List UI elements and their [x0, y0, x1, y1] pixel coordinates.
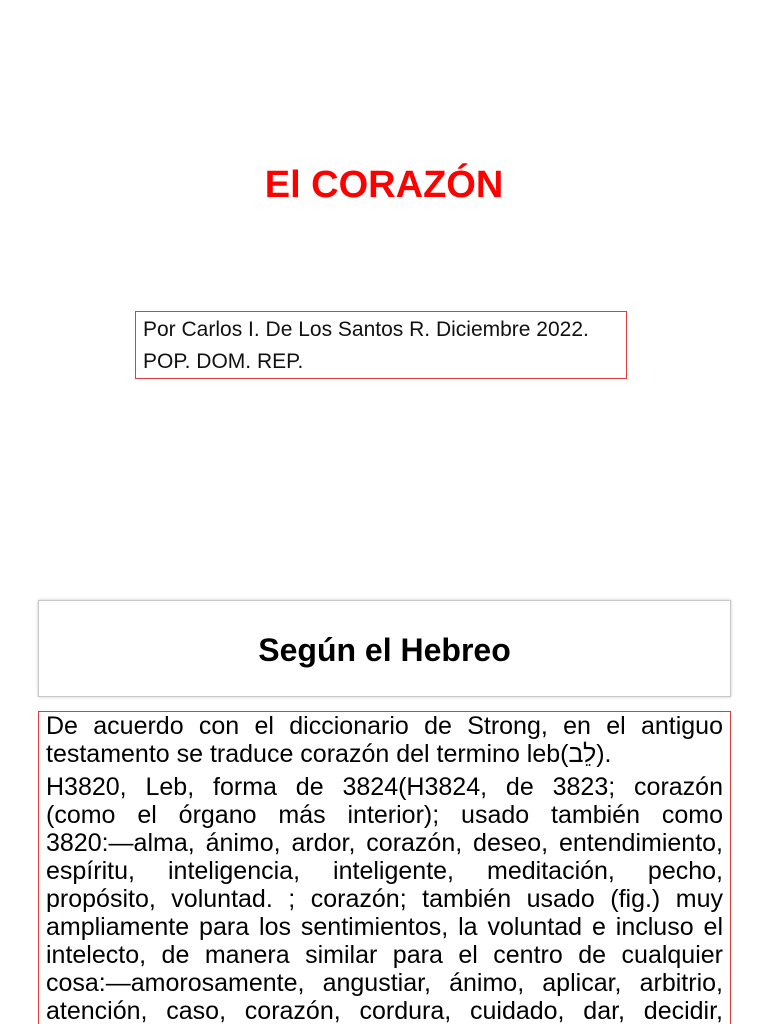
text-line: espíritu, inteligencia, inteligente, meditación, pecho,: [46, 857, 723, 885]
text-line: De acuerdo con el diccionario de Strong, en el antiguo: [46, 712, 723, 740]
location-byline-line: POP. DOM. REP.: [143, 350, 304, 373]
section-heading: Según el Hebreo: [258, 631, 511, 668]
text-line: atención, caso, corazón, cordura, cuidado, dar, decidir,: [46, 997, 723, 1024]
presentation-title: El CORAZÓN: [264, 164, 504, 206]
section-heading-box: [38, 600, 731, 697]
author-byline-line: Por Carlos I. De Los Santos R. Diciembre 2022.: [143, 318, 589, 341]
body-text-box: [38, 711, 731, 1024]
text-line: propósito, voluntad. ; corazón; también usado (fig.) muy: [46, 885, 723, 913]
text-line: (como el órgano más interior); usado también como: [46, 801, 723, 829]
text-line: intelecto, de manera similar para el centro de cualquier: [46, 941, 723, 969]
text-line: 3820:—alma, ánimo, ardor, corazón, deseo, entendimiento,: [46, 829, 723, 857]
author-byline-box: [135, 311, 627, 379]
text-line: ampliamente para los sentimientos, la voluntad e incluso el: [46, 913, 723, 941]
text-line: testamento se traduce corazón del termino leb(לֵב).: [46, 740, 612, 768]
text-line: H3820, Leb, forma de 3824(H3824, de 3823; corazón: [46, 773, 723, 801]
text-line: cosa:—amorosamente, angustiar, ánimo, aplicar, arbitrio,: [46, 969, 723, 997]
paragraph-strong-dictionary: [46, 712, 723, 768]
paragraph-h3820-definition: [46, 773, 723, 1024]
